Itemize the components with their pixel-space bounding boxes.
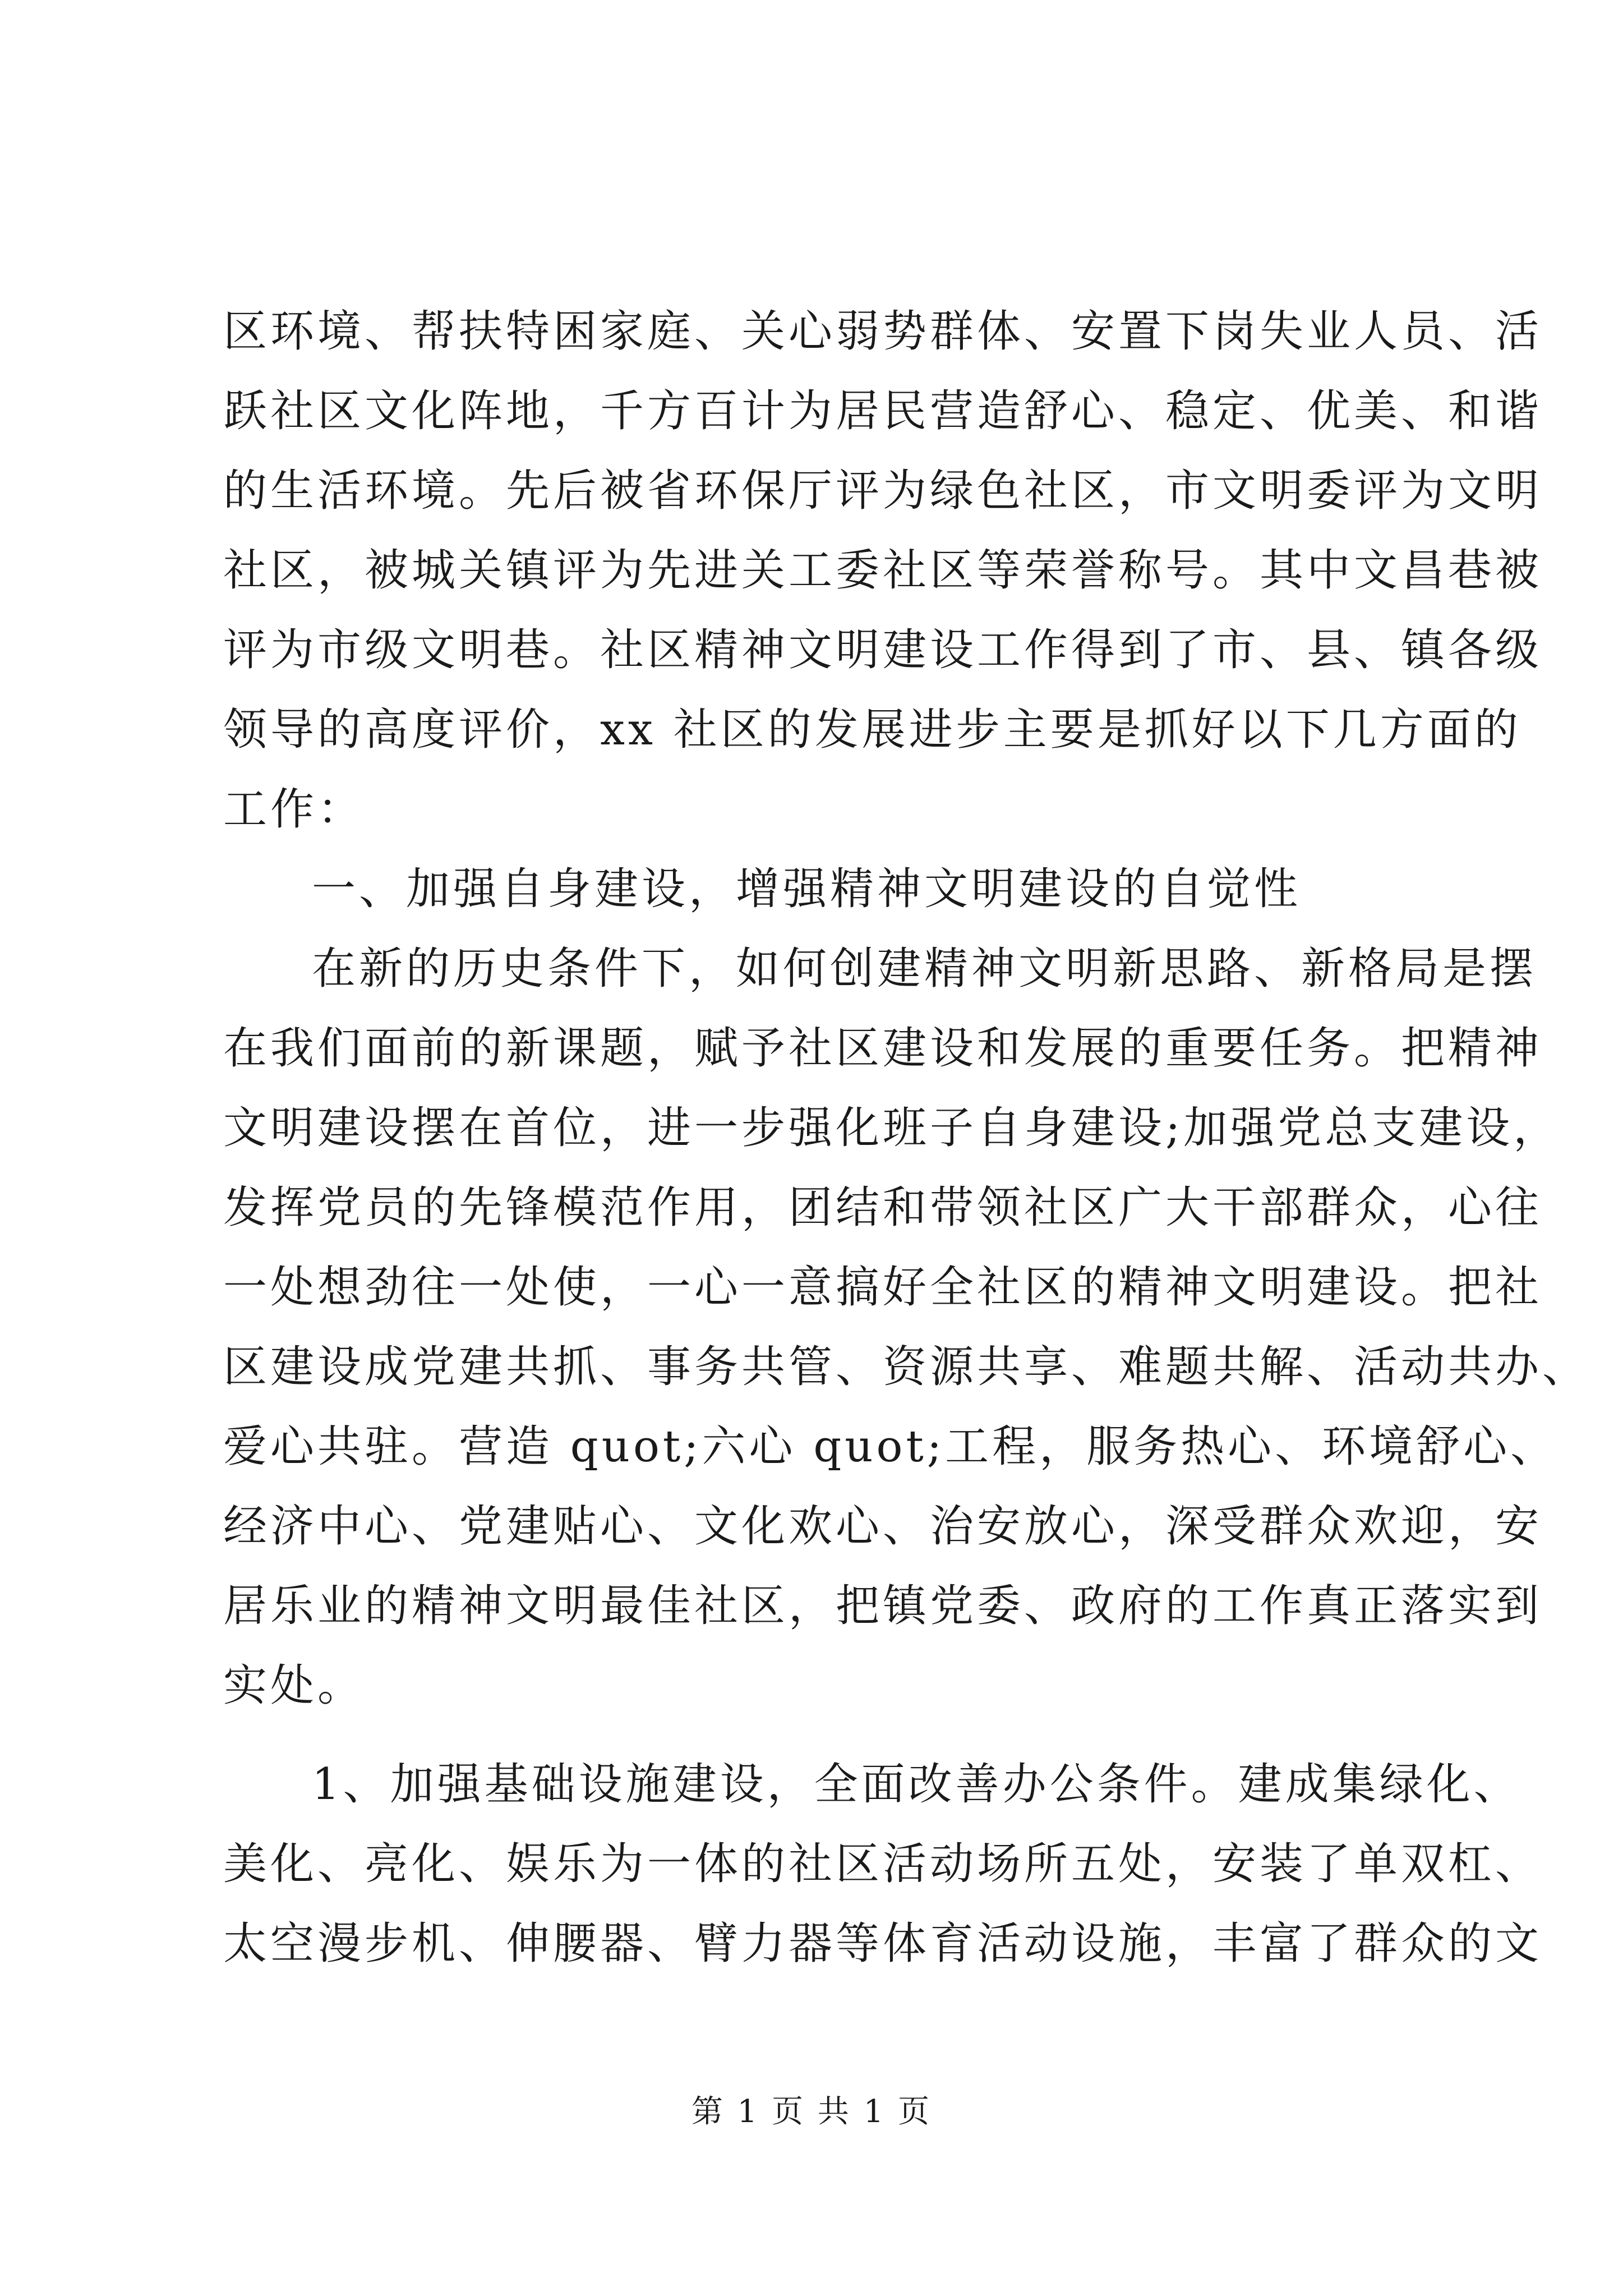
- text-line: 跃社区文化阵地，千方百计为居民营造舒心、稳定、优美、和谐: [223, 386, 1543, 436]
- text-line: 太空漫步机、伸腰器、臂力器等体育活动设施，丰富了群众的文: [223, 1918, 1543, 1969]
- text-line: 区建设成党建共抓、事务共管、资源共享、难题共解、活动共办、: [223, 1342, 1590, 1392]
- text-line: 评为市级文明巷。社区精神文明建设工作得到了市、县、镇各级: [223, 625, 1543, 675]
- section-heading: 一、加强自身建设，增强精神文明建设的自觉性: [312, 864, 1302, 914]
- text-line: 社区，被城关镇评为先进关工委社区等荣誉称号。其中文昌巷被: [223, 545, 1543, 596]
- text-line: 的生活环境。先后被省环保厅评为绿色社区，市文明委评为文明: [223, 466, 1543, 516]
- text-line: 美化、亮化、娱乐为一体的社区活动场所五处，安装了单双杠、: [223, 1839, 1543, 1889]
- page-number-label: 第 1 页 共 1 页: [691, 2093, 932, 2130]
- page-footer: [0, 2092, 1623, 2132]
- text-line: 在新的历史条件下，如何创建精神文明新思路、新格局是摆: [312, 944, 1537, 994]
- document-body: [223, 292, 1590, 1984]
- text-line: 居乐业的精神文明最佳社区，把镇党委、政府的工作真正落实到: [223, 1581, 1543, 1631]
- text-line: 经济中心、党建贴心、文化欢心、治安放心，深受群众欢迎，安: [223, 1501, 1543, 1552]
- text-line: 在我们面前的新课题，赋予社区建设和发展的重要任务。把精神: [223, 1023, 1543, 1074]
- text-line: 实处。: [223, 1660, 365, 1711]
- text-line: 1、加强基础设施建设，全面改善办公条件。建成集绿化、: [312, 1759, 1521, 1810]
- text-line: 发挥党员的先锋模范作用，团结和带领社区广大干部群众，心往: [223, 1182, 1543, 1233]
- text-line: 爱心共驻。营造 quot;六心 quot;工程，服务热心、环境舒心、: [223, 1421, 1558, 1472]
- text-line: 领导的高度评价，xx 社区的发展进步主要是抓好以下几方面的: [223, 705, 1521, 755]
- text-line: 区环境、帮扶特困家庭、关心弱势群体、安置下岗失业人员、活: [223, 306, 1543, 357]
- text-line: 一处想劲往一处使，一心一意搞好全社区的精神文明建设。把社: [223, 1262, 1543, 1313]
- text-line: 工作：: [223, 784, 365, 835]
- text-line: 文明建设摆在首位，进一步强化班子自身建设;加强党总支建设，: [223, 1103, 1561, 1153]
